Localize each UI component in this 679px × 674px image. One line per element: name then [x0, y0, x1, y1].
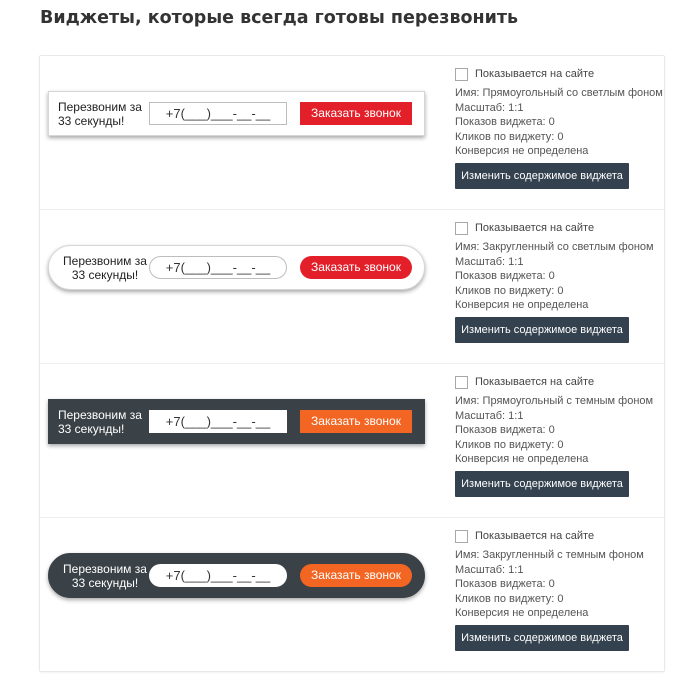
widget-preview-line2: 33 секунды! — [58, 422, 125, 436]
widget-info — [455, 66, 665, 189]
shown-on-site-toggle[interactable] — [455, 220, 665, 236]
widget-preview-line2: 33 секунды! — [71, 576, 139, 590]
order-call-button[interactable]: Заказать звонок — [300, 410, 412, 433]
shown-on-site-toggle[interactable] — [455, 528, 665, 544]
widget-preview-text — [58, 408, 148, 436]
widget-views: Показов виджета: 0 — [455, 116, 555, 128]
widget-preview-line1: Перезвоним за — [58, 408, 142, 422]
order-call-button[interactable]: Заказать звонок — [300, 256, 412, 279]
widget-preview-line1: Перезвоним за — [63, 562, 147, 576]
phone-input[interactable]: +7(___)___-__-__ — [149, 564, 287, 587]
widget-views: Показов виджета: 0 — [455, 424, 555, 436]
widget-preview-line1: Перезвоним за — [58, 100, 142, 114]
widget-preview-rounded-light — [48, 245, 425, 290]
widget-clicks: Кликов по виджету: 0 — [455, 438, 564, 451]
phone-input[interactable]: +7(___)___-__-__ — [149, 102, 287, 125]
widget-name: Имя: Прямоугольный со светлым фоном — [455, 87, 663, 99]
shown-on-site-label: Показывается на сайте — [475, 68, 595, 80]
page-title: Виджеты, которые всегда готовы перезвонить — [40, 8, 519, 28]
widget-clicks: Кликов по виджету: 0 — [455, 130, 564, 143]
shown-on-site-checkbox[interactable] — [455, 68, 468, 81]
widget-preview-line2: 33 секунды! — [71, 268, 139, 282]
shown-on-site-label: Показывается на сайте — [475, 530, 595, 542]
widget-conversion: Конверсия не определена — [455, 299, 589, 311]
order-call-button[interactable]: Заказать звонок — [300, 564, 412, 587]
edit-widget-button[interactable]: Изменить содержимое виджета — [455, 317, 629, 343]
widget-name: Имя: Закругленный с темным фоном — [455, 549, 644, 561]
shown-on-site-checkbox[interactable] — [455, 222, 468, 235]
widget-conversion: Конверсия не определена — [455, 453, 589, 465]
shown-on-site-checkbox[interactable] — [455, 530, 468, 543]
edit-widget-button[interactable]: Изменить содержимое виджета — [455, 163, 629, 189]
widget-scale: Масштаб: 1:1 — [455, 563, 524, 576]
widget-info — [455, 528, 665, 651]
widget-preview-rect-dark — [48, 399, 425, 444]
widget-row — [40, 518, 664, 672]
widget-conversion: Конверсия не определена — [455, 145, 589, 157]
widget-preview-line1: Перезвоним за — [63, 254, 147, 268]
shown-on-site-label: Показывается на сайте — [475, 222, 595, 234]
widget-name: Имя: Закругленный со светлым фоном — [455, 241, 654, 253]
widget-list — [39, 55, 665, 672]
widget-preview-rect-light — [48, 91, 425, 136]
widget-preview-text — [57, 254, 153, 282]
widget-clicks: Кликов по виджету: 0 — [455, 284, 564, 297]
widget-preview-rounded-dark — [48, 553, 425, 598]
widget-info — [455, 220, 665, 343]
widget-scale: Масштаб: 1:1 — [455, 255, 524, 268]
widget-preview-text — [58, 100, 148, 128]
widget-name: Имя: Прямоугольный с темным фоном — [455, 395, 654, 407]
widget-clicks: Кликов по виджету: 0 — [455, 592, 564, 605]
widget-row — [40, 56, 664, 210]
widget-views: Показов виджета: 0 — [455, 270, 555, 282]
edit-widget-button[interactable]: Изменить содержимое виджета — [455, 471, 629, 497]
widget-row — [40, 210, 664, 364]
order-call-button[interactable]: Заказать звонок — [300, 102, 412, 125]
widget-preview-text — [57, 562, 153, 590]
shown-on-site-toggle[interactable] — [455, 374, 665, 390]
widget-views: Показов виджета: 0 — [455, 578, 555, 590]
shown-on-site-toggle[interactable] — [455, 66, 665, 82]
phone-input[interactable]: +7(___)___-__-__ — [149, 256, 287, 279]
edit-widget-button[interactable]: Изменить содержимое виджета — [455, 625, 629, 651]
widget-preview-line2: 33 секунды! — [58, 114, 125, 128]
phone-input[interactable]: +7(___)___-__-__ — [149, 410, 287, 433]
shown-on-site-label: Показывается на сайте — [475, 376, 595, 388]
widget-scale: Масштаб: 1:1 — [455, 409, 524, 422]
widget-scale: Масштаб: 1:1 — [455, 101, 524, 114]
shown-on-site-checkbox[interactable] — [455, 376, 468, 389]
widget-conversion: Конверсия не определена — [455, 607, 589, 619]
widget-info — [455, 374, 665, 497]
widget-row — [40, 364, 664, 518]
